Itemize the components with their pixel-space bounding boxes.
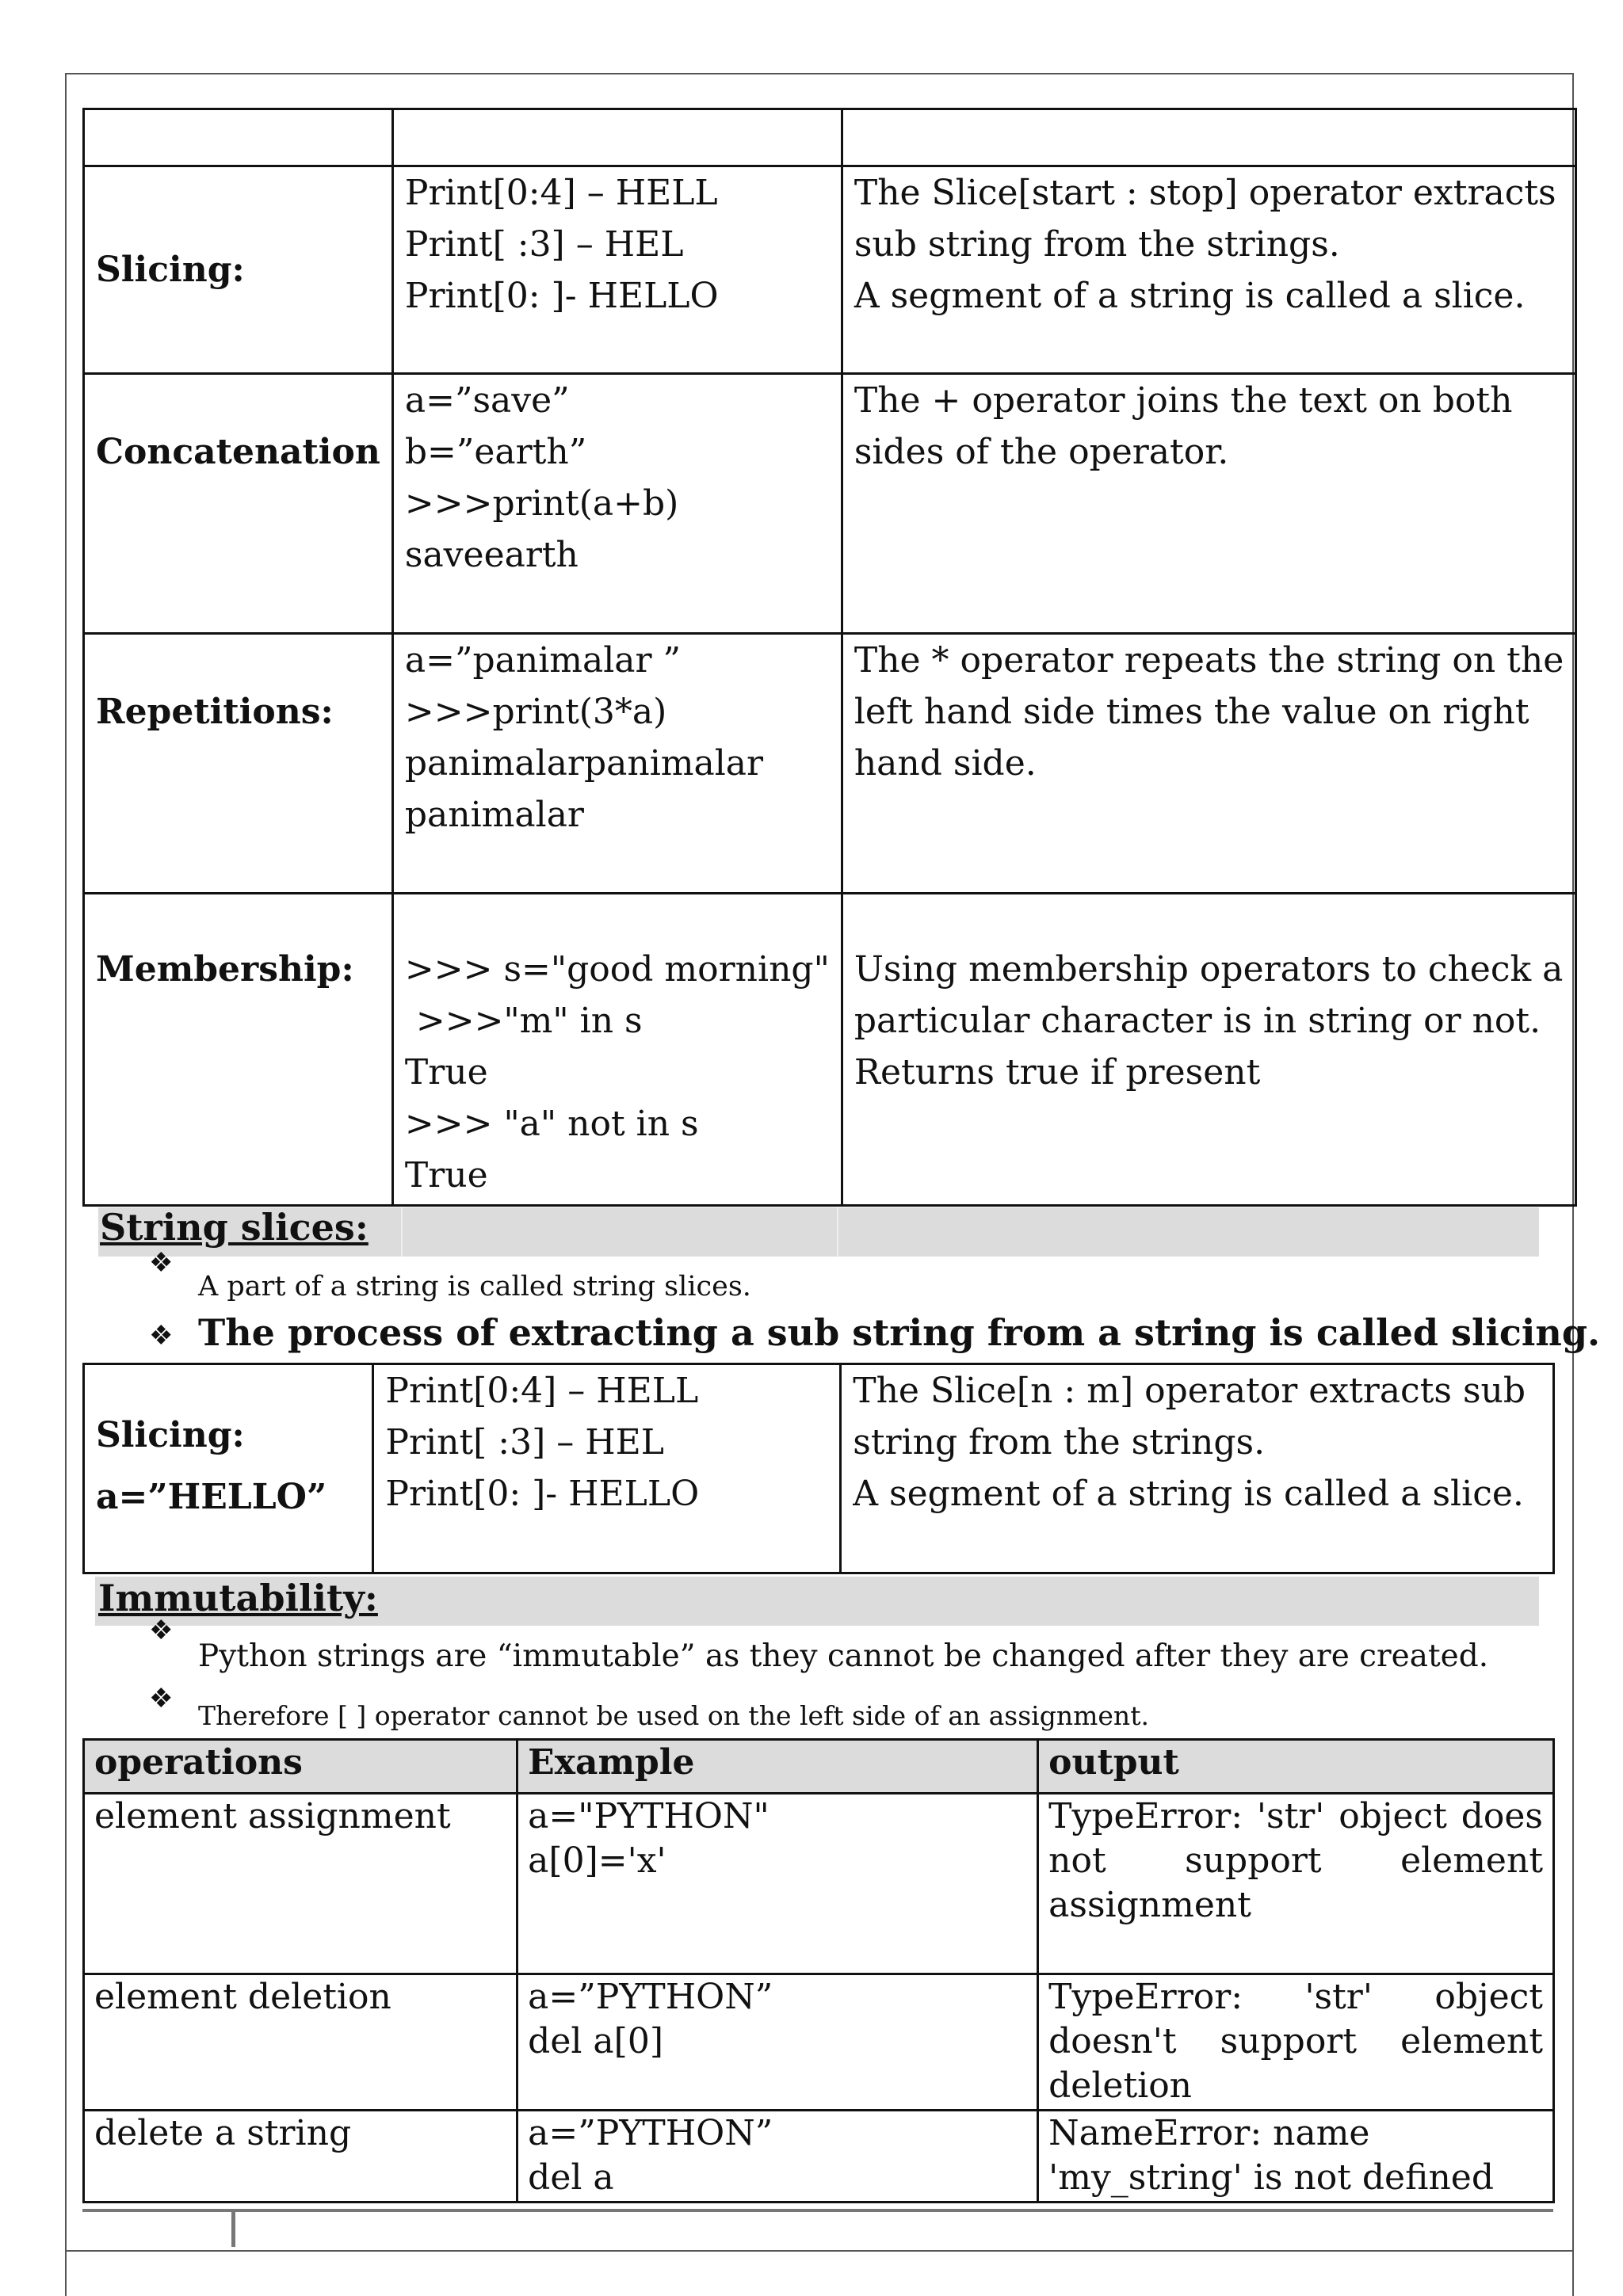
string-operations-table: [82, 108, 1577, 1207]
example-line: del a[0]: [528, 2021, 663, 2061]
description-cell: [842, 894, 1575, 1206]
output-cell: TypeError: 'str' object does not support element assignment: [1038, 1794, 1554, 1974]
example-line: Print[0:4] – HELL: [404, 173, 718, 213]
slicing-label: Slicing:: [96, 1415, 245, 1455]
example-line: True: [404, 1052, 488, 1093]
description-cell: [842, 634, 1575, 894]
description-cell: [842, 166, 1575, 374]
description-line: A segment of a string is called a slice.: [854, 276, 1526, 316]
example-line: Print[0: ]- HELLO: [385, 1474, 700, 1514]
example-line: Print[0:4] – HELL: [385, 1371, 699, 1411]
example-cell: [392, 166, 842, 374]
diamond-bullet-icon: ❖: [149, 1320, 174, 1352]
bullet-text-bold: The process of extracting a sub string from a string is called slicing.: [198, 1311, 1601, 1354]
table-row: [84, 1974, 1554, 2111]
example-cell: [373, 1364, 841, 1573]
operation-cell: delete a string: [84, 2111, 517, 2203]
operation-cell: element deletion: [84, 1974, 517, 2111]
table-row: [84, 166, 1576, 374]
example-line: del a: [528, 2157, 614, 2198]
example-line: >>>print(3*a): [404, 692, 667, 732]
description-line: The Slice[n : m] operator extracts sub: [853, 1371, 1526, 1411]
immutability-table: [82, 1738, 1555, 2203]
example-line: a=”PYTHON”: [528, 2113, 773, 2153]
example-cell: [392, 634, 842, 894]
description-line: hand side.: [854, 743, 1037, 784]
description-line: Using membership operators to check a: [854, 949, 1564, 990]
description-line: A segment of a string is called a slice.: [853, 1474, 1524, 1514]
example-line: b=”earth”: [404, 432, 587, 472]
diamond-bullet-icon: ❖: [149, 1247, 174, 1279]
operation-label: [84, 1364, 373, 1573]
description-line: sides of the operator.: [854, 432, 1229, 472]
example-line: True: [404, 1155, 488, 1196]
description-line: The + operator joins the text on both: [854, 380, 1513, 421]
example-line: a=”panimalar ”: [404, 640, 682, 681]
diamond-bullet-icon: ❖: [149, 1683, 174, 1714]
slicing-variable: a=”HELLO”: [96, 1477, 327, 1517]
example-cell: [392, 374, 842, 634]
example-line: a=”save”: [404, 380, 570, 421]
table-row: [84, 1794, 1554, 1974]
description-cell: [842, 109, 1575, 166]
description-line: string from the strings.: [853, 1422, 1266, 1463]
example-cell: [517, 1794, 1038, 1974]
example-line: >>> s="good morning": [404, 949, 830, 990]
bullet-text: Therefore [ ] operator cannot be used on the left side of an assignment.: [198, 1700, 1149, 1731]
operation-label: Concatenation: [84, 374, 393, 634]
footer-rule: [82, 2209, 1553, 2212]
operation-label: Membership:: [84, 894, 393, 1206]
operation-label: Repetitions:: [84, 634, 393, 894]
description-line: Returns true if present: [854, 1052, 1261, 1093]
example-line: a="PYTHON": [528, 1796, 769, 1836]
operation-label: [84, 109, 393, 166]
table-row: [84, 894, 1576, 1206]
example-line: saveearth: [404, 535, 579, 575]
description-line: sub string from the strings.: [854, 224, 1340, 265]
example-line: a[0]='x': [528, 1840, 666, 1881]
example-line: panimalarpanimalar: [404, 743, 764, 784]
slicing-table: [82, 1363, 1555, 1574]
table-row: [84, 109, 1576, 166]
example-line: Print[0: ]- HELLO: [404, 276, 719, 316]
example-line: >>>"m" in s: [404, 1001, 643, 1041]
description-cell: [841, 1364, 1554, 1573]
example-cell: [517, 1974, 1038, 2111]
example-line: Print[ :3] – HEL: [404, 224, 684, 265]
diamond-bullet-icon: ❖: [149, 1615, 174, 1646]
example-cell: [392, 109, 842, 166]
description-cell: [842, 374, 1575, 634]
column-header: operations: [84, 1740, 517, 1794]
example-cell: [517, 2111, 1038, 2203]
table-row: [84, 634, 1576, 894]
string-slices-heading: String slices:: [100, 1206, 369, 1249]
table-row: [84, 374, 1576, 634]
column-header: output: [1038, 1740, 1554, 1794]
table-row: [84, 2111, 1554, 2203]
description-line: The Slice[start : stop] operator extracts: [854, 173, 1556, 213]
operation-cell: element assignment: [84, 1794, 517, 1974]
description-line: particular character is in string or not.: [854, 1001, 1541, 1041]
bullet-text: A part of a string is called string slices.: [198, 1271, 751, 1302]
example-line: Print[ :3] – HEL: [385, 1422, 664, 1463]
bullet-text: Python strings are “immutable” as they cannot be changed after they are created.: [198, 1638, 1489, 1674]
example-line: >>>print(a+b): [404, 483, 679, 524]
footer-divider: [231, 2209, 235, 2247]
output-cell: TypeError: 'str' object doesn't support element deletion: [1038, 1974, 1554, 2111]
example-cell: [392, 894, 842, 1206]
description-line: The * operator repeats the string on the: [854, 640, 1564, 681]
table-header-row: [84, 1740, 1554, 1794]
page-bottom-rule: [65, 2250, 1574, 2252]
example-line: panimalar: [404, 795, 584, 835]
column-header: Example: [517, 1740, 1038, 1794]
example-line: a=”PYTHON”: [528, 1977, 773, 2017]
immutability-heading: Immutability:: [98, 1577, 378, 1619]
output-cell: NameError: name 'my_string' is not defined: [1038, 2111, 1554, 2203]
table-row: [84, 1364, 1554, 1573]
operation-label: Slicing:: [84, 166, 393, 374]
description-line: left hand side times the value on right: [854, 692, 1529, 732]
example-line: >>> "a" not in s: [404, 1104, 699, 1144]
